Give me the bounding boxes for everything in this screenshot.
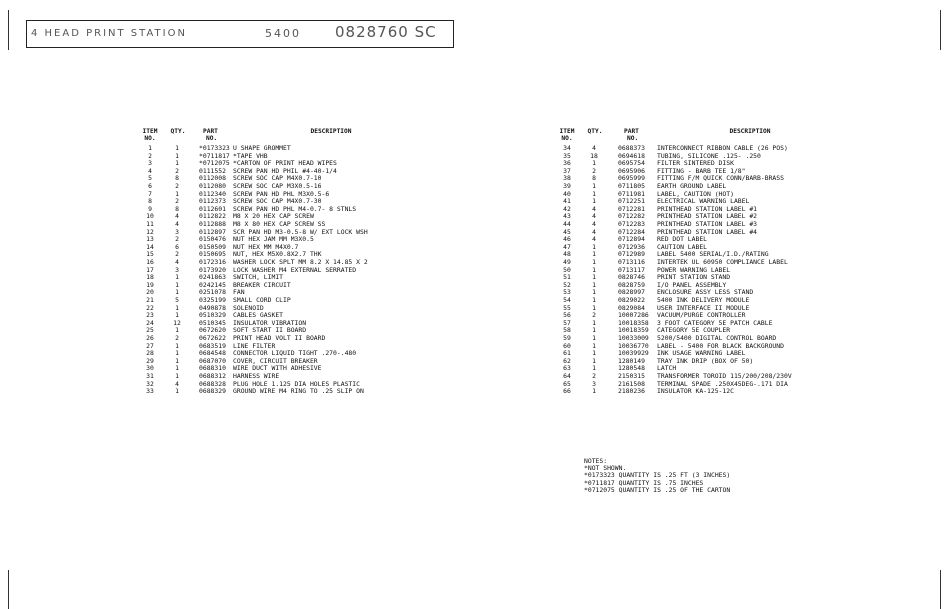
quantity: 1 xyxy=(592,182,596,190)
quantity: 2 xyxy=(175,166,179,175)
part-number: 0242145 xyxy=(199,280,226,289)
description: HARNESS WIRE xyxy=(233,372,280,380)
part-number: 0712989 xyxy=(618,250,645,259)
description: LABEL 5400 SERIAL/I.D./RATING xyxy=(657,250,769,259)
description: 5400 INK DELIVERY MODULE xyxy=(657,296,750,304)
part-number: *0711817 xyxy=(199,151,230,160)
part-number: 0510345 xyxy=(199,318,226,327)
description: SOLENOID xyxy=(233,303,264,312)
quantity: 1 xyxy=(175,280,179,289)
item-number: 50 xyxy=(563,265,571,274)
description: PRINTHEAD STATION LABEL #1 xyxy=(657,204,758,213)
description: INSULATOR KA-125-12C xyxy=(657,387,734,396)
description: PRINT HEAD VOLT II BOARD xyxy=(233,334,326,342)
part-number: 0510329 xyxy=(199,311,226,320)
item-number: 4 xyxy=(148,166,152,175)
item-number: 28 xyxy=(146,349,154,358)
document-number: 0828760 SC xyxy=(335,23,437,41)
description: SCREW SOC CAP M3X0.5-16 xyxy=(233,182,322,190)
description: SMALL CORD CLIP xyxy=(233,296,291,304)
quantity: 2 xyxy=(175,182,179,190)
quantity: 8 xyxy=(592,174,596,183)
part-number: 0150509 xyxy=(199,242,226,251)
description: FILTER SINTERED DISK xyxy=(657,159,734,168)
part-number: 0490878 xyxy=(199,303,226,312)
description: NUT HEX MM M4X0.7 xyxy=(233,242,299,251)
quantity: 4 xyxy=(592,235,596,244)
part-number: 10018359 xyxy=(618,326,649,335)
header-qty: QTY. xyxy=(170,128,186,135)
item-number: 58 xyxy=(563,326,571,335)
quantity: 4 xyxy=(592,220,596,228)
part-number: 0683519 xyxy=(199,341,226,350)
description: SCR PAN HD M3-0.5-8 W/ EXT LOCK WSH xyxy=(233,227,368,236)
parts-table-right xyxy=(558,129,858,439)
item-number: 6 xyxy=(148,182,152,190)
part-number: 0711805 xyxy=(618,182,645,190)
quantity: 4 xyxy=(592,204,596,213)
part-number: 2150315 xyxy=(618,372,645,380)
item-number: 27 xyxy=(146,341,154,350)
item-number: 62 xyxy=(563,356,571,365)
description: USER INTERFACE II MODULE xyxy=(657,303,750,312)
description: M8 X 20 HEX CAP SCREW xyxy=(233,212,314,221)
header-part xyxy=(203,129,223,142)
part-number: 0112601 xyxy=(199,204,226,213)
left-margin-line-bottom xyxy=(8,570,9,609)
description: *CARTON OF PRINT HEAD WIPES xyxy=(233,159,337,168)
quantity: 1 xyxy=(592,387,596,396)
quantity: 1 xyxy=(592,273,596,282)
item-number: 45 xyxy=(563,227,571,236)
part-number: 2180236 xyxy=(618,387,645,396)
description: PLUG HOLE 1.125 DIA HOLES PLASTIC xyxy=(233,379,360,388)
note-line: *0711817 QUANTITY IS .75 INCHES xyxy=(584,478,704,487)
description: WIRE DUCT WITH ADHESIVE xyxy=(233,364,322,373)
description: RED DOT LABEL xyxy=(657,235,708,244)
description: TERMINAL SPADE .250X45DEG-.171 DIA xyxy=(657,379,788,388)
item-number: 29 xyxy=(146,356,154,365)
part-number: *0173323 xyxy=(199,144,230,152)
quantity: 1 xyxy=(592,280,596,289)
item-number: 23 xyxy=(146,311,154,320)
quantity: 1 xyxy=(592,318,596,327)
item-number: 14 xyxy=(146,242,154,251)
description: CONNECTOR LIQUID TIGHT .270-.480 xyxy=(233,349,357,358)
part-number: 0688312 xyxy=(199,372,226,380)
header-description: DESCRIPTION xyxy=(729,128,771,135)
quantity: 1 xyxy=(175,159,179,168)
description: LABEL, CAUTION (HOT) xyxy=(657,189,734,198)
description: 5200/5400 DIGITAL CONTROL BOARD xyxy=(657,334,777,342)
quantity: 1 xyxy=(175,151,179,160)
quantity: 3 xyxy=(175,265,179,274)
part-number: 0325199 xyxy=(199,296,226,304)
quantity: 1 xyxy=(175,349,179,358)
item-number: 59 xyxy=(563,334,571,342)
item-number: 11 xyxy=(146,220,154,228)
quantity: 1 xyxy=(592,349,596,358)
part-number: 0112373 xyxy=(199,197,226,206)
description: INTERCONNECT RIBBON CABLE (26 POS) xyxy=(657,144,788,152)
part-number: 0713117 xyxy=(618,265,645,274)
quantity: 4 xyxy=(592,144,596,152)
part-number: 0112008 xyxy=(199,174,226,183)
quantity: 4 xyxy=(175,212,179,221)
quantity: 1 xyxy=(592,334,596,342)
part-number: 0829084 xyxy=(618,303,645,312)
part-number: 0173920 xyxy=(199,265,226,274)
part-number: 0111552 xyxy=(199,166,226,175)
quantity: 2 xyxy=(592,166,596,175)
description: TRAY INK DRIP (BOX OF 50) xyxy=(657,356,754,365)
description: WASHER LOCK SPLT MM 8.2 X 14.85 X 2 xyxy=(233,258,368,266)
item-number: 21 xyxy=(146,296,154,304)
quantity: 1 xyxy=(175,288,179,297)
description: PRINTHEAD STATION LABEL #4 xyxy=(657,227,758,236)
description: PRINT STATION STAND xyxy=(657,273,731,282)
quantity: 1 xyxy=(592,242,596,251)
description: ELECTRICAL WARNING LABEL xyxy=(657,197,750,206)
description: NUT, HEX M5X0.8X2.7 THK xyxy=(233,250,322,259)
item-number: 10 xyxy=(146,212,154,221)
part-number: 0150695 xyxy=(199,250,226,259)
description: SCREW SOC CAP M4X0.7-30 xyxy=(233,197,322,206)
quantity: 1 xyxy=(175,303,179,312)
item-number: 54 xyxy=(563,296,571,304)
quantity: 18 xyxy=(590,151,598,160)
quantity: 1 xyxy=(175,356,179,365)
quantity: 6 xyxy=(175,242,179,251)
quantity: 1 xyxy=(175,326,179,335)
part-number: 10007286 xyxy=(618,311,649,320)
part-number: 0684548 xyxy=(199,349,226,358)
quantity: 1 xyxy=(175,387,179,396)
description: SWITCH, LIMIT xyxy=(233,273,284,282)
part-number: 0828759 xyxy=(618,280,645,289)
quantity: 1 xyxy=(592,288,596,297)
item-number: 3 xyxy=(148,159,152,168)
description: COVER, CIRCUIT BREAKER xyxy=(233,356,318,365)
description: U SHAPE GROMMET xyxy=(233,144,291,152)
part-number: 0688329 xyxy=(199,387,226,396)
item-number: 7 xyxy=(148,189,152,198)
header-part-no-label: NO. xyxy=(206,134,218,142)
item-number: 33 xyxy=(146,387,154,396)
item-number: 66 xyxy=(563,387,571,396)
part-number: 0712281 xyxy=(618,204,645,213)
part-number: 0687070 xyxy=(199,356,226,365)
description: TRANSFORMER TOROID 115/200/208/230V xyxy=(657,372,792,380)
description: LOCK WASHER M4 EXTERNAL SERRATED xyxy=(233,265,357,274)
note-line: *NOT SHOWN. xyxy=(584,464,627,473)
right-margin-line-top xyxy=(940,10,941,50)
title-block xyxy=(26,20,454,48)
description: PRINTHEAD STATION LABEL #2 xyxy=(657,212,758,221)
part-number: 0172316 xyxy=(199,258,226,266)
item-number: 63 xyxy=(563,364,571,373)
quantity: 4 xyxy=(175,220,179,228)
part-number: 0711981 xyxy=(618,189,645,198)
part-number: 0112340 xyxy=(199,189,226,198)
item-number: 60 xyxy=(563,341,571,350)
item-number: 1 xyxy=(148,144,152,152)
item-number: 47 xyxy=(563,242,571,251)
item-number: 31 xyxy=(146,372,154,380)
left-margin-line-top xyxy=(8,10,9,50)
part-number: 0688373 xyxy=(618,144,645,152)
part-number: 0112080 xyxy=(199,182,226,190)
quantity: 4 xyxy=(175,379,179,388)
quantity: 1 xyxy=(175,364,179,373)
item-number: 55 xyxy=(563,303,571,312)
quantity: 2 xyxy=(175,250,179,259)
item-number: 61 xyxy=(563,349,571,358)
quantity: 2 xyxy=(592,311,596,320)
part-number: 0112897 xyxy=(199,227,226,236)
quantity: 1 xyxy=(175,144,179,152)
description: BREAKER CIRCUIT xyxy=(233,280,291,289)
part-number: 2161508 xyxy=(618,379,645,388)
description: POWER WARNING LABEL xyxy=(657,265,731,274)
description: EARTH GROUND LABEL xyxy=(657,182,727,190)
quantity: 1 xyxy=(592,265,596,274)
description: M8 X 80 HEX CAP SCREW SS xyxy=(233,220,326,228)
item-number: 20 xyxy=(146,288,154,297)
item-number: 30 xyxy=(146,364,154,373)
item-number: 65 xyxy=(563,379,571,388)
part-number: 0712284 xyxy=(618,227,645,236)
header-part xyxy=(624,129,644,142)
part-number: 0688328 xyxy=(199,379,226,388)
part-number: 0672622 xyxy=(199,334,226,342)
description: I/O PANEL ASSEMBLY xyxy=(657,280,727,289)
part-number: 10018358 xyxy=(618,318,649,327)
description: NUT HEX JAM MM M3X0.5 xyxy=(233,235,314,244)
item-number: 36 xyxy=(563,159,571,168)
part-number: 0712251 xyxy=(618,197,645,206)
item-number: 12 xyxy=(146,227,154,236)
item-number: 13 xyxy=(146,235,154,244)
quantity: 3 xyxy=(592,379,596,388)
header-qty: QTY. xyxy=(587,128,603,135)
header-item xyxy=(556,129,578,142)
quantity: 1 xyxy=(175,311,179,320)
part-number: 1280149 xyxy=(618,356,645,365)
part-number: 0712936 xyxy=(618,242,645,251)
header-item-label: ITEM xyxy=(142,128,158,135)
item-number: 2 xyxy=(148,151,152,160)
description: SOFT START II BOARD xyxy=(233,326,307,335)
quantity: 5 xyxy=(175,296,179,304)
quantity: 1 xyxy=(592,326,596,335)
item-number: 37 xyxy=(563,166,571,175)
item-number: 35 xyxy=(563,151,571,160)
description: INK USAGE WARNING LABEL xyxy=(657,349,746,358)
description: INSULATOR VIBRATION xyxy=(233,318,307,327)
description: TUBING, SILICONE .125- .250 xyxy=(657,151,761,160)
description: GROUND WIRE M4 RING TO .25 SLIP ON xyxy=(233,387,364,396)
quantity: 1 xyxy=(592,341,596,350)
part-number: 1280548 xyxy=(618,364,645,373)
part-number: 0828997 xyxy=(618,288,645,297)
item-number: 19 xyxy=(146,280,154,289)
header-part-no-label: NO. xyxy=(627,134,639,142)
quantity: 1 xyxy=(175,372,179,380)
part-number: 0695754 xyxy=(618,159,645,168)
header-description: DESCRIPTION xyxy=(310,128,352,135)
description: PRINTHEAD STATION LABEL #3 xyxy=(657,220,758,228)
part-number: 10033009 xyxy=(618,334,649,342)
part-number: 10036770 xyxy=(618,341,649,350)
quantity: 1 xyxy=(592,250,596,259)
part-number: 0694618 xyxy=(618,151,645,160)
item-number: 17 xyxy=(146,265,154,274)
part-number: 0828746 xyxy=(618,273,645,282)
assembly-title: 4 HEAD PRINT STATION xyxy=(31,28,187,39)
item-number: 42 xyxy=(563,204,571,213)
quantity: 1 xyxy=(592,258,596,266)
quantity: 1 xyxy=(592,364,596,373)
part-number: 0112888 xyxy=(199,220,226,228)
description: SCREW PAN HD PHIL #4-40-1/4 xyxy=(233,166,337,175)
header-item xyxy=(139,129,161,142)
description: 3 FOOT CATEGORY 5E PATCH CABLE xyxy=(657,318,773,327)
item-number: 43 xyxy=(563,212,571,221)
item-number: 51 xyxy=(563,273,571,282)
part-number: 0112822 xyxy=(199,212,226,221)
quantity: 8 xyxy=(175,174,179,183)
description: CAUTION LABEL xyxy=(657,242,708,251)
item-number: 57 xyxy=(563,318,571,327)
item-number: 24 xyxy=(146,318,154,327)
item-number: 40 xyxy=(563,189,571,198)
item-number: 41 xyxy=(563,197,571,206)
quantity: 2 xyxy=(175,197,179,206)
parts-table-left xyxy=(141,129,441,439)
note-line: *0173323 QUANTITY IS .25 FT (3 INCHES) xyxy=(584,471,731,480)
description: LATCH xyxy=(657,364,677,373)
item-number: 22 xyxy=(146,303,154,312)
quantity: 12 xyxy=(173,318,181,327)
notes-heading: NOTES: xyxy=(584,457,608,465)
description: CATEGORY 5E COUPLER xyxy=(657,326,731,335)
quantity: 1 xyxy=(592,189,596,198)
quantity: 1 xyxy=(592,303,596,312)
part-number: 0712282 xyxy=(618,212,645,221)
description: LABEL - 5400 FOR BLACK BACKGROUND xyxy=(657,341,784,350)
item-number: 16 xyxy=(146,258,154,266)
header-part-label: PART xyxy=(624,128,639,135)
header-part-label: PART xyxy=(203,128,218,135)
item-number: 56 xyxy=(563,311,571,320)
quantity: 2 xyxy=(175,334,179,342)
part-number: 0712283 xyxy=(618,220,645,228)
header-item-no-label: NO. xyxy=(561,134,573,142)
description: ENCLOSURE ASSY LESS STAND xyxy=(657,288,754,297)
quantity: 1 xyxy=(175,273,179,282)
description: FITTING F/M QUICK CONN/BARB-BRASS xyxy=(657,174,784,183)
quantity: 1 xyxy=(175,189,179,198)
quantity: 2 xyxy=(175,235,179,244)
quantity: 1 xyxy=(592,197,596,206)
header-item-label: ITEM xyxy=(559,128,575,135)
part-number: 0713116 xyxy=(618,258,645,266)
part-number: 0688310 xyxy=(199,364,226,373)
item-number: 48 xyxy=(563,250,571,259)
part-number: 0695999 xyxy=(618,174,645,183)
notes-block xyxy=(584,458,730,494)
right-margin-line-bottom xyxy=(940,570,941,609)
description: CABLES GASKET xyxy=(233,311,284,320)
part-number: 0712894 xyxy=(618,235,645,244)
quantity: 1 xyxy=(592,356,596,365)
quantity: 1 xyxy=(592,159,596,168)
item-number: 26 xyxy=(146,334,154,342)
part-number: 0695906 xyxy=(618,166,645,175)
quantity: 4 xyxy=(175,258,179,266)
description: *TAPE VHB xyxy=(233,151,268,160)
item-number: 46 xyxy=(563,235,571,244)
item-number: 9 xyxy=(148,204,152,213)
item-number: 64 xyxy=(563,372,571,380)
item-number: 49 xyxy=(563,258,571,266)
description: VACUUM/PURGE CONTROLLER xyxy=(657,311,746,320)
description: LINE FILTER xyxy=(233,341,276,350)
item-number: 44 xyxy=(563,220,571,228)
description: SCREW PAN HD PHL M3X0.5-6 xyxy=(233,189,330,198)
description: SCREW PAN HD PHL M4-0.7- 8 STNLS xyxy=(233,204,357,213)
description: FAN xyxy=(233,288,245,297)
item-number: 39 xyxy=(563,182,571,190)
item-number: 5 xyxy=(148,174,152,183)
model-number: 5400 xyxy=(265,27,301,40)
item-number: 38 xyxy=(563,174,571,183)
quantity: 1 xyxy=(592,296,596,304)
quantity: 8 xyxy=(175,204,179,213)
part-number: 0251078 xyxy=(199,288,226,297)
item-number: 52 xyxy=(563,280,571,289)
part-number: *0712075 xyxy=(199,159,230,168)
header-item-no-label: NO. xyxy=(144,134,156,142)
description: SCREW SOC CAP M4X0.7-10 xyxy=(233,174,322,183)
part-number: 10039929 xyxy=(618,349,649,358)
item-number: 18 xyxy=(146,273,154,282)
quantity: 1 xyxy=(175,341,179,350)
part-number: 0150476 xyxy=(199,235,226,244)
item-number: 8 xyxy=(148,197,152,206)
item-number: 15 xyxy=(146,250,154,259)
part-number: 0829022 xyxy=(618,296,645,304)
part-number: 0241863 xyxy=(199,273,226,282)
item-number: 34 xyxy=(563,144,571,152)
quantity: 2 xyxy=(592,372,596,380)
item-number: 32 xyxy=(146,379,154,388)
item-number: 25 xyxy=(146,326,154,335)
item-number: 53 xyxy=(563,288,571,297)
quantity: 3 xyxy=(175,227,179,236)
note-line: *0712075 QUANTITY IS .25 OF THE CARTON xyxy=(584,485,731,494)
quantity: 4 xyxy=(592,212,596,221)
part-number: 0672620 xyxy=(199,326,226,335)
quantity: 4 xyxy=(592,227,596,236)
description: INTERTEK UL 60950 COMPLIANCE LABEL xyxy=(657,258,788,266)
description: FITTING - BARB TEE 1/8" xyxy=(657,166,746,175)
